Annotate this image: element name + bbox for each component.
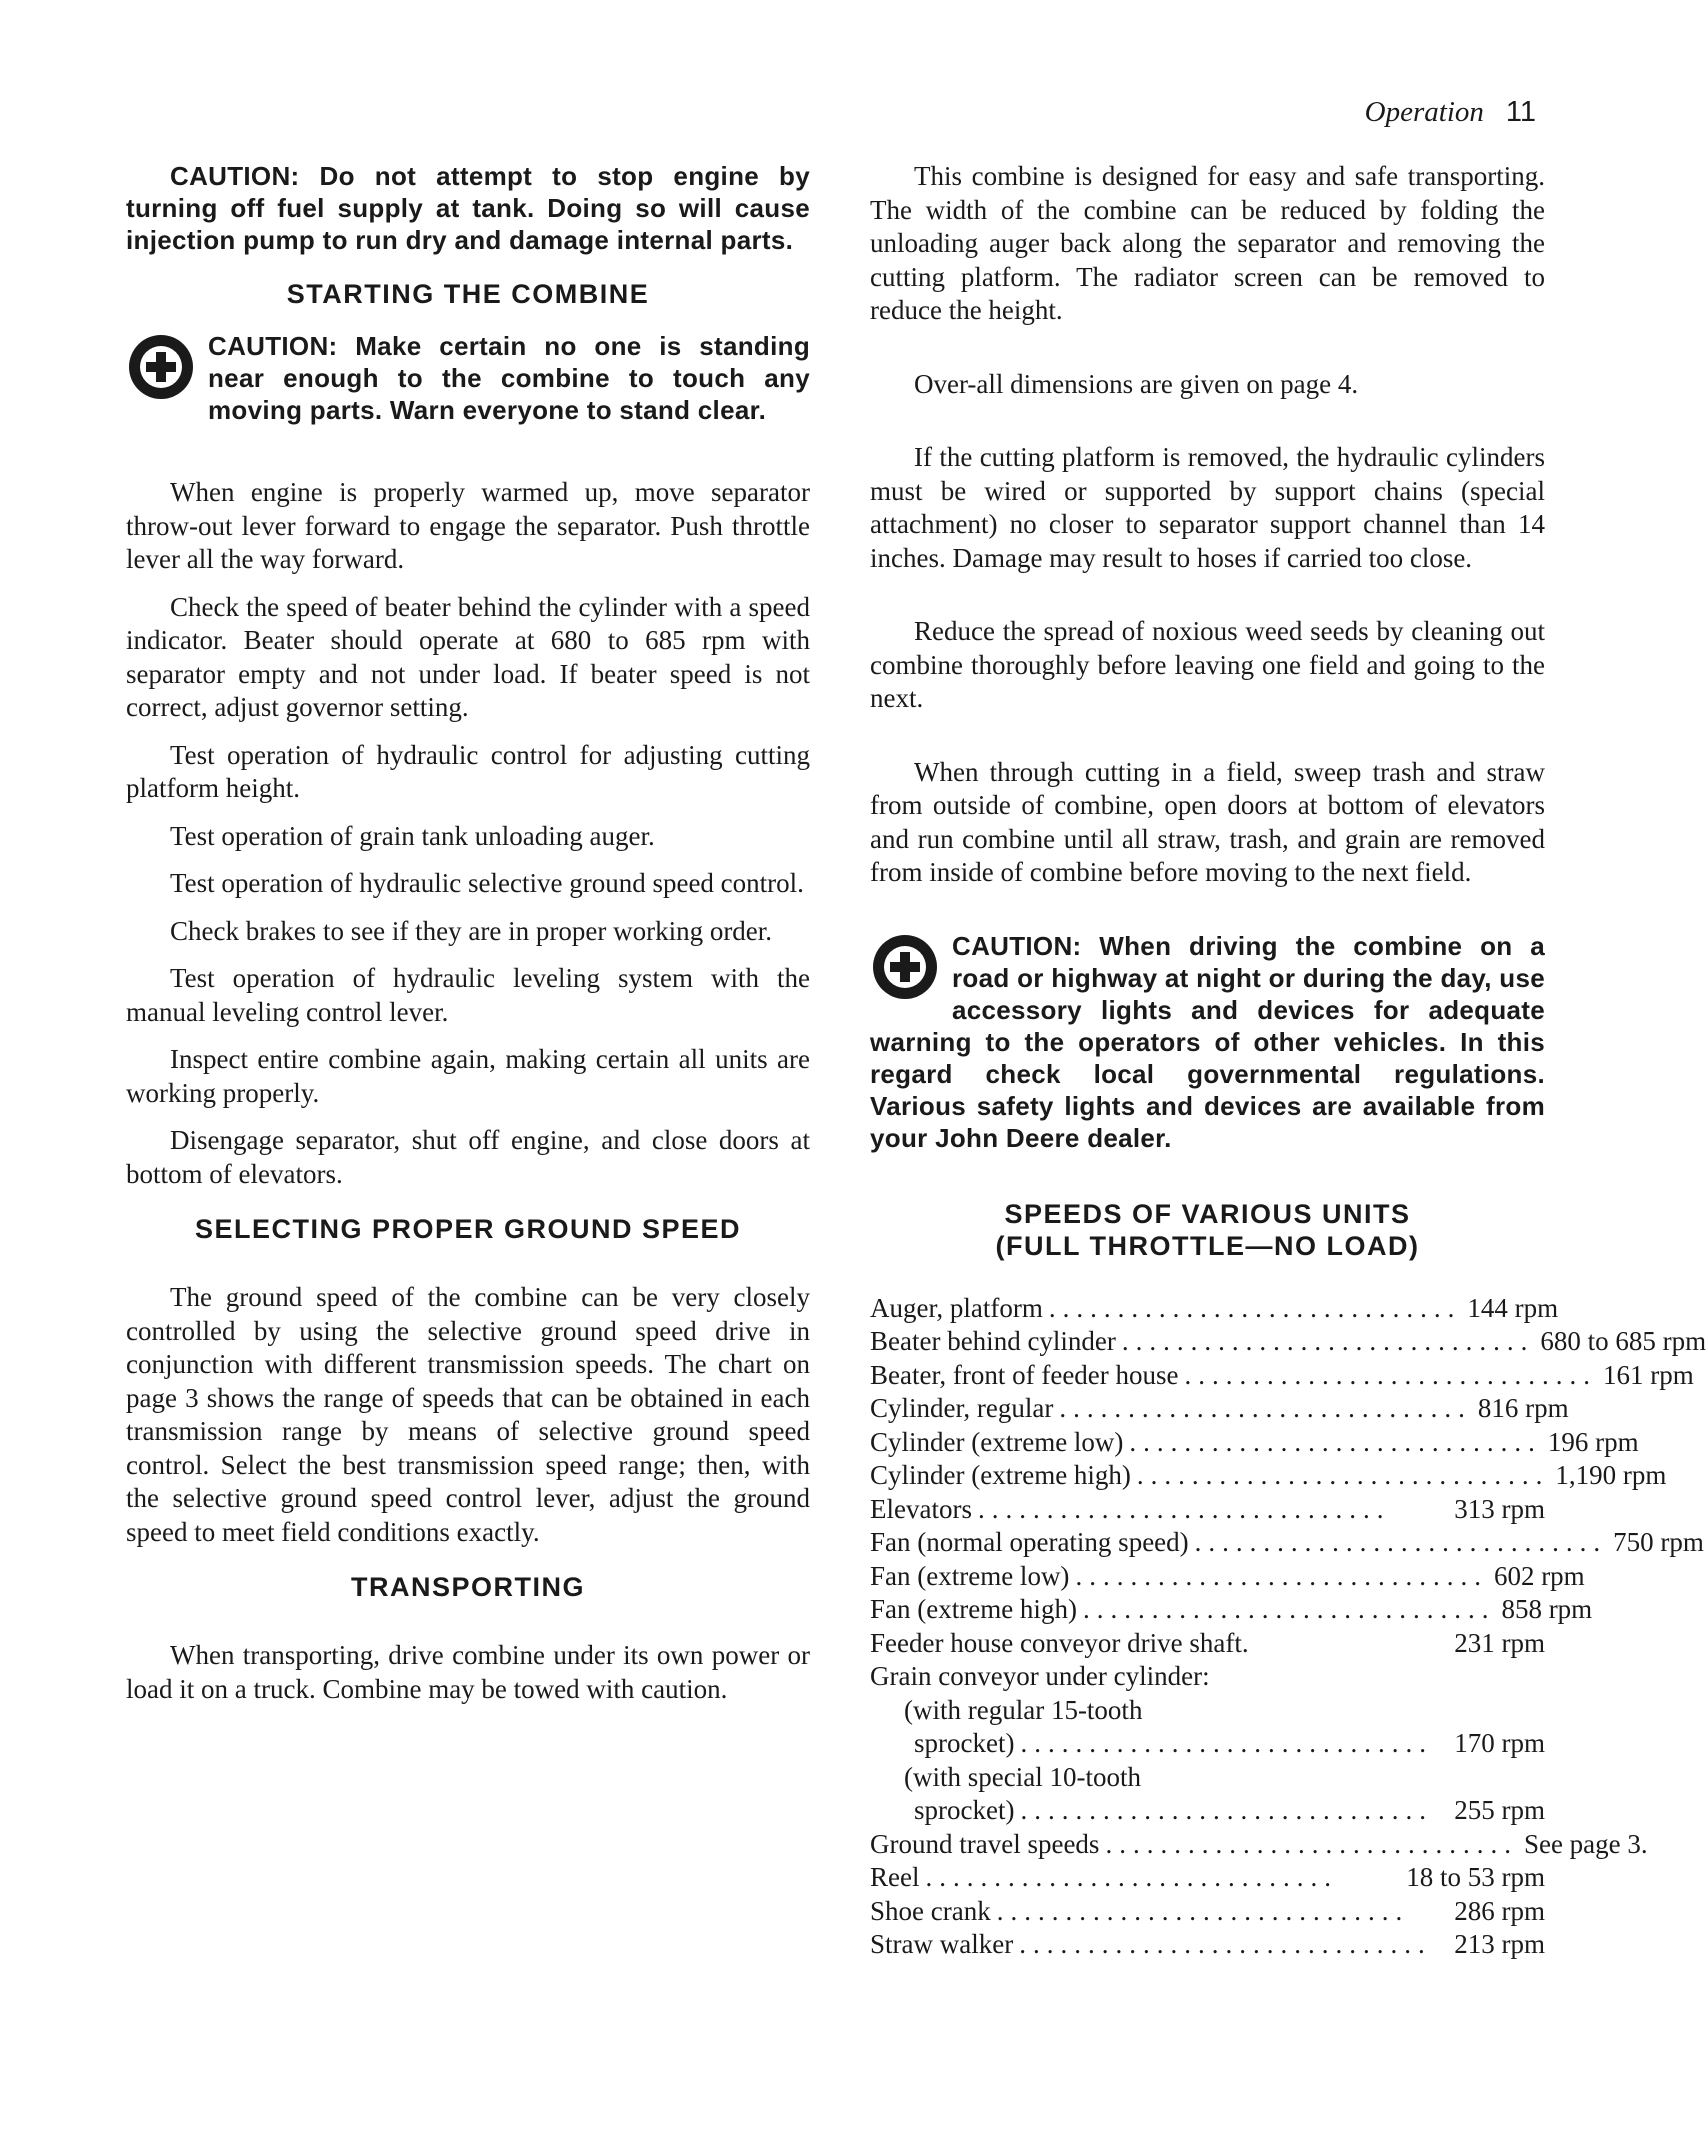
speed-unit: Shoe crank (870, 1895, 991, 1926)
paragraph-transport-design: This combine is designed for easy and safe transporting. The width of the combine can be reduced by folding the unloading auger back along the separator and removing the cutting platform. The radiator screen can be removed to reduce the height. (870, 161, 1545, 325)
paragraph-ground-speed: The ground speed of the combine can be very closely controlled by using the selective ground speed drive in conjunction with different transmission speeds. The chart on page 3 shows the range of speeds that can be obtained in each transmission range by means of selective ground speed control. Select the best transmission speed range; then, with the selective ground speed control lever, adjust the ground speed to meet field conditions exactly. (126, 1282, 810, 1547)
speed-value: 231 rpm (1454, 1627, 1545, 1658)
speed-row: Auger, platform .............................. 144 rpm (870, 1292, 1545, 1326)
speed-row-heading (870, 1660, 1545, 1694)
speed-value: 602 rpm (1493, 1560, 1585, 1591)
speed-row: Elevators .............................. 313 rpm (870, 1493, 1545, 1527)
speed-value: 680 to 685 rpm (1540, 1326, 1706, 1356)
page-header (1365, 96, 1536, 129)
speed-row: Beater, front of feeder house .............................. 161 rpm (870, 1359, 1545, 1393)
speed-value: 18 to 53 rpm (1406, 1862, 1545, 1892)
speed-value: 196 rpm (1547, 1426, 1639, 1457)
speed-row: Fan (extreme high) .............................. 858 rpm (870, 1593, 1545, 1627)
speed-value: 255 rpm (1454, 1795, 1545, 1825)
speed-unit: Cylinder, regular (870, 1393, 1054, 1423)
speeds-heading-line2: (FULL THROTTLE—NO LOAD) (995, 1230, 1420, 1261)
speed-unit: Cylinder (extreme low) (870, 1426, 1124, 1457)
speed-unit: Fan (extreme high) (870, 1594, 1077, 1624)
right-column (870, 160, 1706, 1962)
paragraph-leveling-system: Test operation of hydraulic leveling system with the manual leveling control lever. (126, 963, 810, 1027)
speed-value: 161 rpm (1603, 1359, 1694, 1390)
speed-unit: Beater, front of feeder house (870, 1359, 1179, 1390)
speeds-table (870, 1292, 1706, 1962)
paragraph-end-of-field: When through cutting in a field, sweep trash and straw from outside of combine, open doors at bottom of elevators and run combine until all straw, trash, and grain are removed from inside of combine before moving to the next field. (870, 756, 1545, 887)
speed-value: See page 3. (1523, 1828, 1648, 1859)
paragraph-ground-speed-control: Test operation of hydraulic selective ground speed control. (170, 868, 804, 898)
speed-row: Fan (extreme low) .............................. 602 rpm (870, 1560, 1545, 1594)
speed-unit: (with regular 15-tooth (904, 1694, 1143, 1725)
speed-value: 1,190 rpm (1555, 1460, 1667, 1490)
speed-unit: Fan (extreme low) (870, 1560, 1070, 1591)
speed-row: Cylinder (extreme low) .............................. 196 rpm (870, 1426, 1545, 1460)
page-number: 11 (1505, 96, 1536, 128)
paragraph-disengage: Disengage separator, shut off engine, and close doors at bottom of elevators. (126, 1125, 810, 1189)
speed-row: Shoe crank .............................. 286 rpm (870, 1895, 1545, 1929)
heading-speeds (870, 1198, 1545, 1262)
paragraph-warm-up: When engine is properly warmed up, move separator throw-out lever forward to engage the separator. Push throttle lever all the way forward. (126, 477, 810, 574)
speed-row: Fan (normal operating speed) .............................. 750 rpm (870, 1526, 1545, 1560)
section-title: Operation (1364, 96, 1484, 128)
speed-value: 313 rpm (1454, 1493, 1545, 1524)
speed-value: 213 rpm (1454, 1929, 1545, 1959)
speed-value: 750 rpm (1613, 1527, 1704, 1557)
speed-row (870, 1627, 1545, 1661)
speed-unit: Grain conveyor under cylinder: (870, 1661, 1210, 1691)
heading-starting-the-combine: STARTING THE COMBINE (286, 279, 650, 309)
speed-row-sub (870, 1761, 1545, 1795)
speed-unit: Reel (870, 1862, 920, 1892)
speed-row: sprocket) .............................. 170 rpm (870, 1727, 1545, 1761)
speeds-heading-line1: SPEEDS OF VARIOUS UNITS (1004, 1198, 1411, 1229)
paragraph-platform-removed: If the cutting platform is removed, the hydraulic cylinders must be wired or supported by support chains (special attachment) no closer to separator support channel than 14 inches. Damage may result to hoses if carried too close. (870, 442, 1545, 573)
speed-row-sub (870, 1694, 1545, 1728)
speed-value: 858 rpm (1501, 1594, 1593, 1624)
caution-standing: CAUTION: Make certain no one is standing near enough to the combine to touch any moving parts. Warn everyone to stand clear. (208, 331, 810, 425)
paragraph-hydraulic-control: Test operation of hydraulic control for adjusting cutting platform height. (126, 739, 810, 803)
paragraph-dimensions: Over-all dimensions are given on page 4. (914, 368, 1359, 399)
left-column (126, 160, 810, 1720)
speed-value: 144 rpm (1467, 1292, 1559, 1323)
green-cross-safety-icon (870, 932, 940, 1002)
heading-transporting: TRANSPORTING (351, 1572, 585, 1602)
speed-unit: Beater behind cylinder (870, 1326, 1116, 1356)
speed-unit: Elevators (870, 1493, 972, 1524)
caution-road: CAUTION: When driving the combine on a road or highway at night or during the day, use accessory lights and devices for adequate warning to the operators of other vehicles. In this regard check local governmental regulations. Various safety lights and devices are available from your John Deere dealer. (870, 930, 1545, 1153)
caution-fuel: CAUTION: Do not attempt to stop engine by turning off fuel supply at tank. Doing so will cause injection pump to run dry and damage internal parts. (126, 161, 810, 255)
speed-row: Reel .............................. 18 to 53 rpm (870, 1861, 1545, 1895)
speed-unit: Cylinder (extreme high) (870, 1460, 1131, 1490)
speed-unit: Ground travel speeds (870, 1828, 1100, 1859)
speed-unit: Feeder house conveyor drive shaft. (870, 1627, 1249, 1658)
paragraph-inspect: Inspect entire combine again, making certain all units are working properly. (126, 1044, 810, 1108)
speed-unit: (with special 10-tooth (904, 1761, 1141, 1792)
speed-row: Cylinder (extreme high) .............................. 1,190 rpm (870, 1459, 1545, 1493)
speed-row: Beater behind cylinder .............................. 680 to 685 rpm (870, 1325, 1545, 1359)
paragraph-transporting: When transporting, drive combine under its own power or load it on a truck. Combine may be towed with caution. (126, 1640, 810, 1704)
speed-value: 286 rpm (1454, 1895, 1545, 1926)
caution-standing-block (126, 330, 810, 426)
speed-row: sprocket) .............................. 255 rpm (870, 1794, 1545, 1828)
speed-row: Straw walker .............................. 213 rpm (870, 1928, 1545, 1962)
speed-unit: sprocket) (914, 1795, 1015, 1825)
speed-value: 170 rpm (1454, 1728, 1545, 1758)
speed-unit: sprocket) (914, 1728, 1015, 1758)
speed-unit: Auger, platform (870, 1292, 1043, 1323)
speed-row: Cylinder, regular .............................. 816 rpm (870, 1392, 1545, 1426)
paragraph-unloading-auger: Test operation of grain tank unloading auger. (170, 820, 655, 851)
paragraph-weed-seeds: Reduce the spread of noxious weed seeds by cleaning out combine thoroughly before leaving one field and going to the next. (870, 616, 1545, 713)
paragraph-beater-speed: Check the speed of beater behind the cylinder with a speed indicator. Beater should operate at 680 to 685 rpm with separator empty and not under load. If beater speed is not correct, adjust governor setting. (126, 591, 810, 722)
speed-value: 816 rpm (1477, 1393, 1569, 1423)
heading-selecting-ground-speed: SELECTING PROPER GROUND SPEED (194, 1214, 742, 1244)
paragraph-brakes: Check brakes to see if they are in proper working order. (170, 915, 773, 946)
green-cross-safety-icon (126, 332, 196, 402)
speed-row: Ground travel speeds .............................. See page 3. (870, 1828, 1545, 1862)
speed-unit: Straw walker (870, 1929, 1014, 1959)
speed-unit: Fan (normal operating speed) (870, 1527, 1189, 1557)
caution-road-block (870, 930, 1545, 1154)
